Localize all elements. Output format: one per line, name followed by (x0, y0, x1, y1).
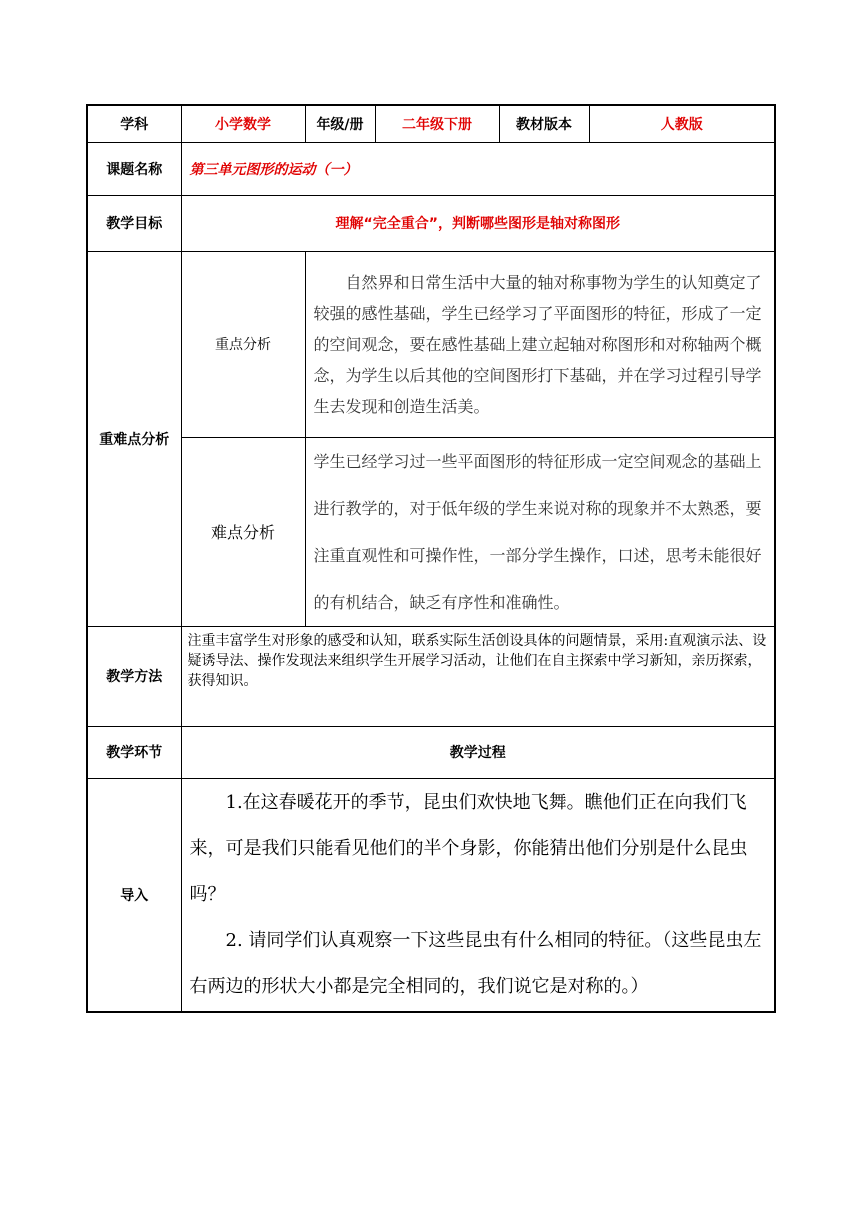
intro-paragraph-1: 1.在这春暖花开的季节，昆虫们欢快地飞舞。瞧他们正在向我们飞来，可是我们只能看见他们的半个身影，你能猜出他们分别是什么昆虫吗？ (189, 791, 748, 905)
key-point-label: 重点分析 (181, 251, 305, 437)
method-row (87, 626, 775, 726)
key-point-paragraph: 自然界和日常生活中大量的轴对称事物为学生的认知奠定了较强的感性基础，学生已经学习了平面图形的特征，形成了一定的空间观念，要在感性基础上建立起轴对称图形和对称轴两个概念，为学生以后其他的空间图形打下基础，并在学习过程引导学生去发现和创造生活美。 (313, 272, 762, 416)
intro-label: 导入 (87, 778, 181, 1012)
lesson-plan-sheet (86, 104, 774, 1013)
lesson-title-value: 第三单元图形的运动（一） (181, 142, 775, 195)
grade-value: 二年级下册 (375, 105, 499, 142)
edition-value: 人教版 (589, 105, 775, 142)
method-label: 教学方法 (87, 626, 181, 726)
key-point-row (87, 251, 775, 437)
subject-label: 学科 (87, 105, 181, 142)
difficult-point-paragraph: 学生已经学习过一些平面图形的特征形成一定空间观念的基础上进行教学的，对于低年级的学生来说对称的现象并不太熟悉，要注重直观性和可操作性，一部分学生操作，口述，思考未能很好的有机结合，缺乏有序性和准确性。 (313, 451, 762, 612)
header-row (87, 105, 775, 142)
lesson-plan-table (86, 104, 776, 1013)
intro-content (181, 778, 775, 1012)
stage-label: 教学环节 (87, 726, 181, 778)
objective-row (87, 195, 775, 251)
intro-row (87, 778, 775, 1012)
difficult-point-row (87, 437, 775, 626)
grade-label: 年级/册 (305, 105, 375, 142)
difficult-point-label: 难点分析 (181, 437, 305, 626)
lesson-title-row (87, 142, 775, 195)
subject-value: 小学数学 (181, 105, 305, 142)
intro-paragraph-2: 2. 请同学们认真观察一下这些昆虫有什么相同的特征。（这些昆虫左右两边的形状大小都是完全相同的，我们说它是对称的。） (189, 929, 762, 997)
difficulty-analysis-label: 重难点分析 (87, 251, 181, 626)
objective-value: 理解“完全重合”，判断哪些图形是轴对称图形 (181, 195, 775, 251)
lesson-title-label: 课题名称 (87, 142, 181, 195)
process-label: 教学过程 (181, 726, 775, 778)
objective-label: 教学目标 (87, 195, 181, 251)
edition-label: 教材版本 (499, 105, 589, 142)
difficult-point-text (305, 437, 775, 626)
process-header-row (87, 726, 775, 778)
key-point-text (305, 251, 775, 437)
method-text: 注重丰富学生对形象的感受和认知，联系实际生活创设具体的问题情景，采用:直观演示法、设疑诱导法、操作发现法来组织学生开展学习活动，让他们在自主探索中学习新知，亲历探索，获得知识。 (181, 626, 775, 726)
